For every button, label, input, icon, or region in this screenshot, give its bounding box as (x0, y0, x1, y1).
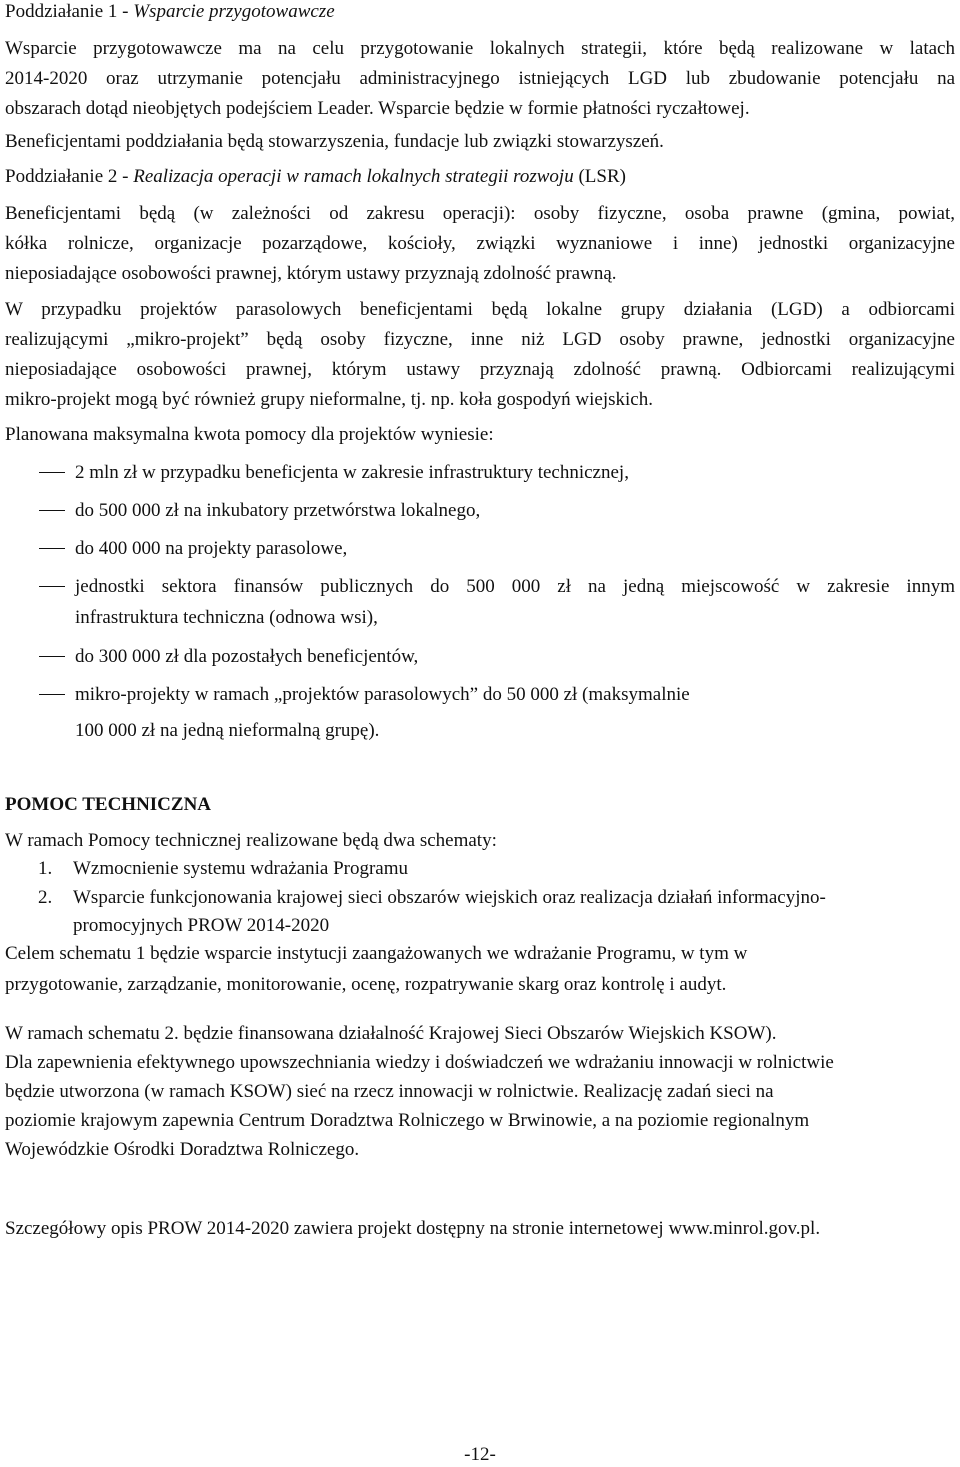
dash-bullet-icon (39, 472, 65, 473)
subaction-1-title: Poddziałanie 1 - Wsparcie przygotowawcze (5, 1, 335, 22)
list-item: jednostki sektora finansów publicznych do 500 000 zł na jedną miejscowość w zakresie innym infrastruktura techniczna (odnowa wsi), (75, 576, 955, 628)
dash-bullet-icon (39, 586, 65, 587)
dash-bullet-icon (39, 694, 65, 695)
list-item: do 400 000 na projekty parasolowe, (75, 538, 348, 559)
list-number: 1. (38, 858, 53, 879)
schema-2-paragraph: W ramach schematu 2. będzie finansowana działalność Krajowej Sieci Obszarów Wiejskich KSOW). Dla zapewnienia efektywnego upowszechniania wiedzy i doświadczeń we wdrażaniu innowacji w rolnictwie będzie utworzona (w ramach KSOW) sieć na rzecz innowacji w rolnictwie. Realizację zadań sieci na poziomie krajowym zapewnia Centrum Doradztwa Rolniczego w Brwinowie, a na poziomie regionalnym Wojewódzkie Ośrodki Doradztwa Rolniczego. (5, 1023, 834, 1160)
list-item: mikro-projekty w ramach „projektów parasolowych” do 50 000 zł (maksymalnie 100 000 zł na jedną nieformalną grupę). (75, 684, 690, 741)
max-amount-intro: Planowana maksymalna kwota pomocy dla projektów wyniesie: (5, 424, 494, 445)
detail-note: Szczegółowy opis PROW 2014-2020 zawiera projekt dostępny na stronie internetowej www.minrol.gov.pl. (5, 1218, 821, 1239)
subaction-2-title: Poddziałanie 2 - Realizacja operacji w ramach lokalnych strategii rozwoju (LSR) (5, 166, 626, 187)
list-item: Wzmocnienie systemu wdrażania Programu (73, 858, 409, 879)
list-item: do 300 000 zł dla pozostałych beneficjentów, (75, 646, 419, 667)
page-number: -12- (464, 1444, 496, 1465)
schema-1-paragraph: Celem schematu 1 będzie wsparcie instytucji zaangażowanych we wdrażanie Programu, w tym w przygotowanie, zarządzanie, monitorowanie, ocenę, rozpatrywanie skarg oraz kontrolę i audyt. (5, 943, 748, 995)
dash-bullet-icon (39, 656, 65, 657)
subaction-1-beneficiaries: Beneficjentami poddziałania będą stowarzyszenia, fundacje lub związki stowarzyszeń. (5, 131, 664, 152)
subaction-2-beneficiaries-paragraph: Beneficjentami będą (w zależności od zakresu operacji): osoby fizyczne, osoba prawne (gmina, powiat, kółka rolnicze, organizacje pozarządowe, kościoły, związki wyznaniowe i inne) jednostki organizacyjne nieposiadające osobowości prawnej, którym ustawy przyznają zdolność prawną. (5, 203, 955, 284)
list-number: 2. (38, 887, 53, 908)
subaction-1-paragraph: Wsparcie przygotowawcze ma na celu przygotowanie lokalnych strategii, które będą realizowane w latach 2014-2020 oraz utrzymanie potencjału administracyjnego istniejących LGD lub zbudowanie potencjału na obszarach dotąd nieobjętych podejściem Leader. Wsparcie będzie w formie płatności ryczałtowej. (5, 38, 955, 119)
dash-bullet-icon (39, 510, 65, 511)
list-item: 2 mln zł w przypadku beneficjenta w zakresie infrastruktury technicznej, (75, 462, 629, 483)
list-item: Wsparcie funkcjonowania krajowej sieci obszarów wiejskich oraz realizacja działań informacyjno- promocyjnych PROW 2014-2020 (73, 887, 826, 936)
technical-assistance-heading: POMOC TECHNICZNA (5, 794, 212, 815)
list-item: do 500 000 zł na inkubatory przetwórstwa lokalnego, (75, 500, 481, 521)
umbrella-projects-paragraph: W przypadku projektów parasolowych beneficjentami będą lokalne grupy działania (LGD) a odbiorcami realizującymi „mikro-projekt” będą osoby fizyczne, inne niż LGD osoby prawne, jednostki organizacyjne nieposiadające osobowości prawnej, którym ustawy przyznają zdolność prawną. Odbiorcami realizującymi mikro-projekt mogą być również grupy nieformalne, tj. np. koła gospodyń wiejskich. (5, 299, 955, 410)
dash-bullet-icon (39, 548, 65, 549)
technical-assistance-intro: W ramach Pomocy technicznej realizowane będą dwa schematy: (5, 830, 497, 851)
